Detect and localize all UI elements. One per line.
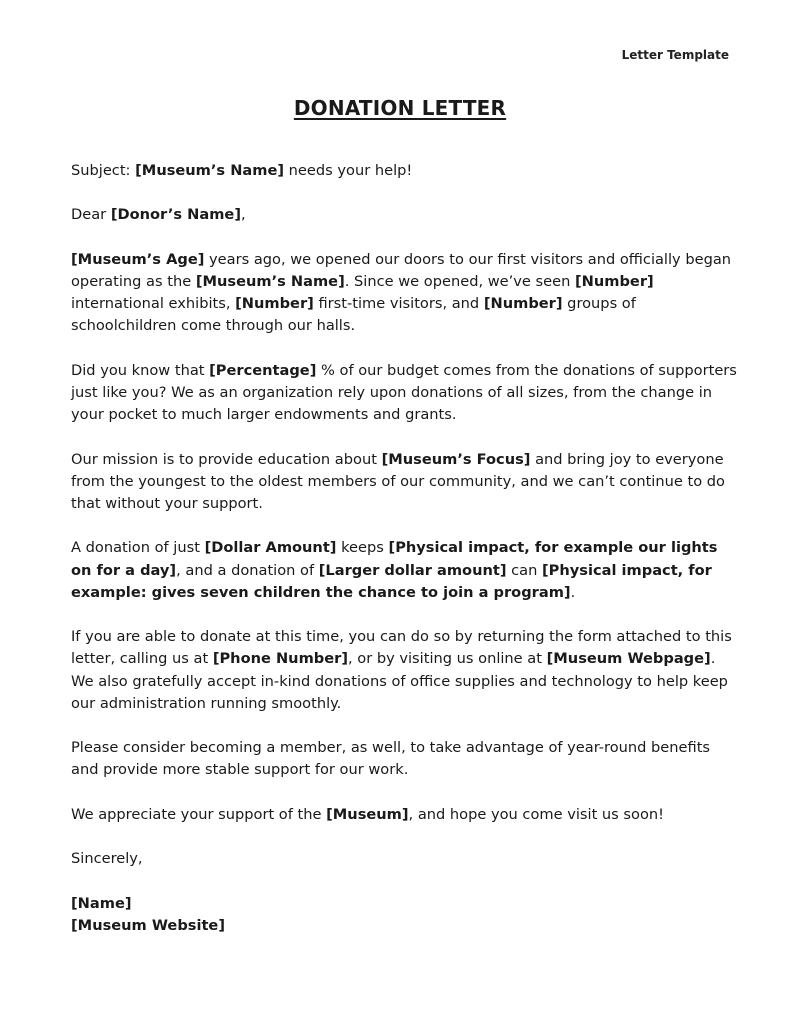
placeholder-museum: [Museum] [326, 805, 409, 823]
paragraph-text: keeps [336, 539, 389, 557]
paragraph-text: We appreciate your support of the [71, 805, 327, 823]
placeholder-number: [Number] [575, 272, 654, 290]
placeholder-phone-number: [Phone Number] [212, 650, 348, 668]
paragraph-how-to-donate [71, 626, 741, 715]
salutation [71, 204, 741, 226]
letter-body [71, 160, 741, 937]
placeholder-dollar-amount: [Dollar Amount] [204, 539, 337, 557]
paragraph-membership: Please consider becoming a member, as well, to take advantage of year-round benefits and provide more stable support for our work. [71, 739, 711, 779]
paragraph-text: and bring joy to everyone from the youngest to the oldest members of our community, and we can’t continue to do that without your support. [71, 450, 725, 512]
placeholder-museum-name: [Museum’s Name] [195, 272, 345, 290]
paragraph-text: , and a donation of [176, 561, 319, 579]
paragraph-text: groups of schoolchildren come through our halls. [71, 295, 636, 335]
header-label: Letter Template [621, 48, 729, 62]
paragraph-text: . We also gratefully accept in-kind donations of office supplies and technology to help keep our administration running smoothly. [71, 650, 728, 712]
paragraph-text: , and hope you come visit us soon! [408, 805, 664, 823]
paragraph-text: . [570, 583, 576, 601]
paragraph-text: A donation of just [71, 539, 205, 557]
placeholder-museum-age: [Museum’s Age] [71, 250, 205, 268]
paragraph-budget [71, 360, 741, 427]
paragraph-text: first-time visitors, and [313, 295, 484, 313]
subject-line [71, 160, 741, 182]
page-title: DONATION LETTER [293, 96, 507, 120]
placeholder-museum-focus: [Museum’s Focus] [381, 450, 531, 468]
paragraph-text: % of our budget comes from the donations of supporters just like you? We as an organization rely upon donations of all sizes, from the change in your pocket to much larger endowments and grants. [71, 361, 737, 424]
paragraph-text: international exhibits, [71, 295, 236, 313]
subject-suffix: needs your help! [284, 162, 413, 179]
placeholder-signer-name: [Name] [71, 894, 132, 912]
placeholder-larger-amount: [Larger dollar amount] [318, 561, 507, 579]
placeholder-number: [Number] [483, 295, 563, 313]
paragraph-text: Our mission is to provide education about [71, 450, 382, 468]
subject-prefix: Subject: [71, 162, 136, 179]
closing: Sincerely, [71, 850, 143, 868]
salutation-prefix: Dear [71, 206, 111, 224]
paragraph-text: If you are able to donate at this time, you can do so by returning the form attached to this letter, calling us at [71, 628, 732, 668]
placeholder-museum-webpage: [Museum Webpage] [546, 650, 711, 668]
paragraph-text: Did you know that [71, 361, 210, 379]
paragraph-appreciation [71, 804, 741, 826]
paragraph-text: . Since we opened, we’ve seen [344, 272, 575, 290]
paragraph-history [71, 249, 741, 338]
paragraph-donation-impact [71, 537, 741, 604]
salutation-suffix: , [241, 206, 246, 224]
paragraph-text: years ago, we opened our doors to our first visitors and officially began operating as the [71, 250, 732, 290]
placeholder-number: [Number] [235, 295, 314, 313]
placeholder-physical-impact: [Physical impact, for example our lights on for a day] [71, 539, 718, 579]
signature-block [71, 893, 741, 937]
paragraph-text: , or by visiting us online at [347, 650, 547, 668]
placeholder-percentage: [Percentage] [209, 361, 317, 379]
paragraph-text: can [506, 561, 542, 579]
paragraph-mission [71, 449, 741, 516]
placeholder-museum-website: [Museum Website] [71, 916, 225, 934]
placeholder-museum-name: [Museum’s Name] [135, 162, 285, 179]
placeholder-donor-name: [Donor’s Name] [110, 206, 241, 224]
placeholder-physical-impact: [Physical impact, for example: gives seven children the chance to join a program] [71, 561, 712, 601]
